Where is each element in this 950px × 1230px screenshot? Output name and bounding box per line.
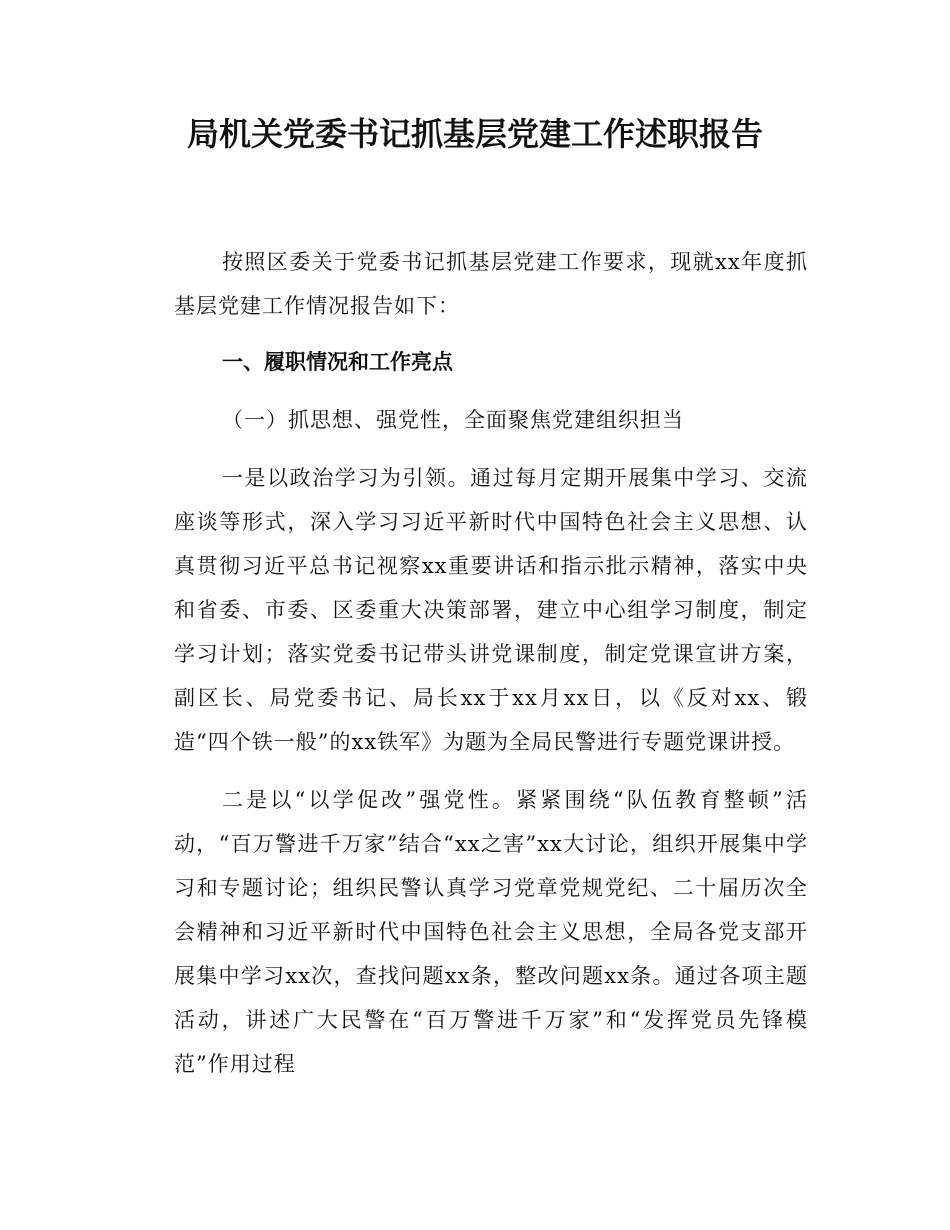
- paragraph-2: 二是以“以学促改”强党性。紧紧围绕“队伍教育整顿”活动，“百万警进千万家”结合“xx之害”xx大讨论，组织开展集中学习和专题讨论；组织民警认真学习党章党规党纪、二十届历次全会精神和习近平新时代中国特色社会主义思想，全局各党支部开展集中学习xx次，查找问题xx条，整改问题xx条。通过各项主题活动，讲述广大民警在“百万警进千万家”和“发挥党员先锋模范”作用过程: [174, 788, 808, 1076]
- document-body: [174, 240, 808, 1086]
- section-heading-1: 一、履职情况和工作亮点: [222, 350, 453, 374]
- document-title: 局机关党委书记抓基层党建工作述职报告: [186, 115, 763, 153]
- paragraph-1: 一是以政治学习为引领。通过每月定期开展集中学习、交流座谈等形式，深入学习习近平新时代中国特色社会主义思想、认真贯彻习近平总书记视察xx重要讲话和指示批示精神，落实中央和省委、市委、区委重大决策部署，建立中心组学习制度，制定学习计划；落实党委书记带头讲党课制度，制定党课宣讲方案，副区长、局党委书记、局长xx于xx月xx日，以《反对xx、锻造“四个铁一般”的xx铁军》为题为全局民警进行专题党课讲授。: [174, 466, 808, 754]
- intro-paragraph: 按照区委关于党委书记抓基层党建工作要求，现就xx年度抓基层党建工作情况报告如下：: [174, 250, 808, 318]
- subsection-heading-1: （一）抓思想、强党性，全面聚焦党建组织担当: [222, 408, 684, 432]
